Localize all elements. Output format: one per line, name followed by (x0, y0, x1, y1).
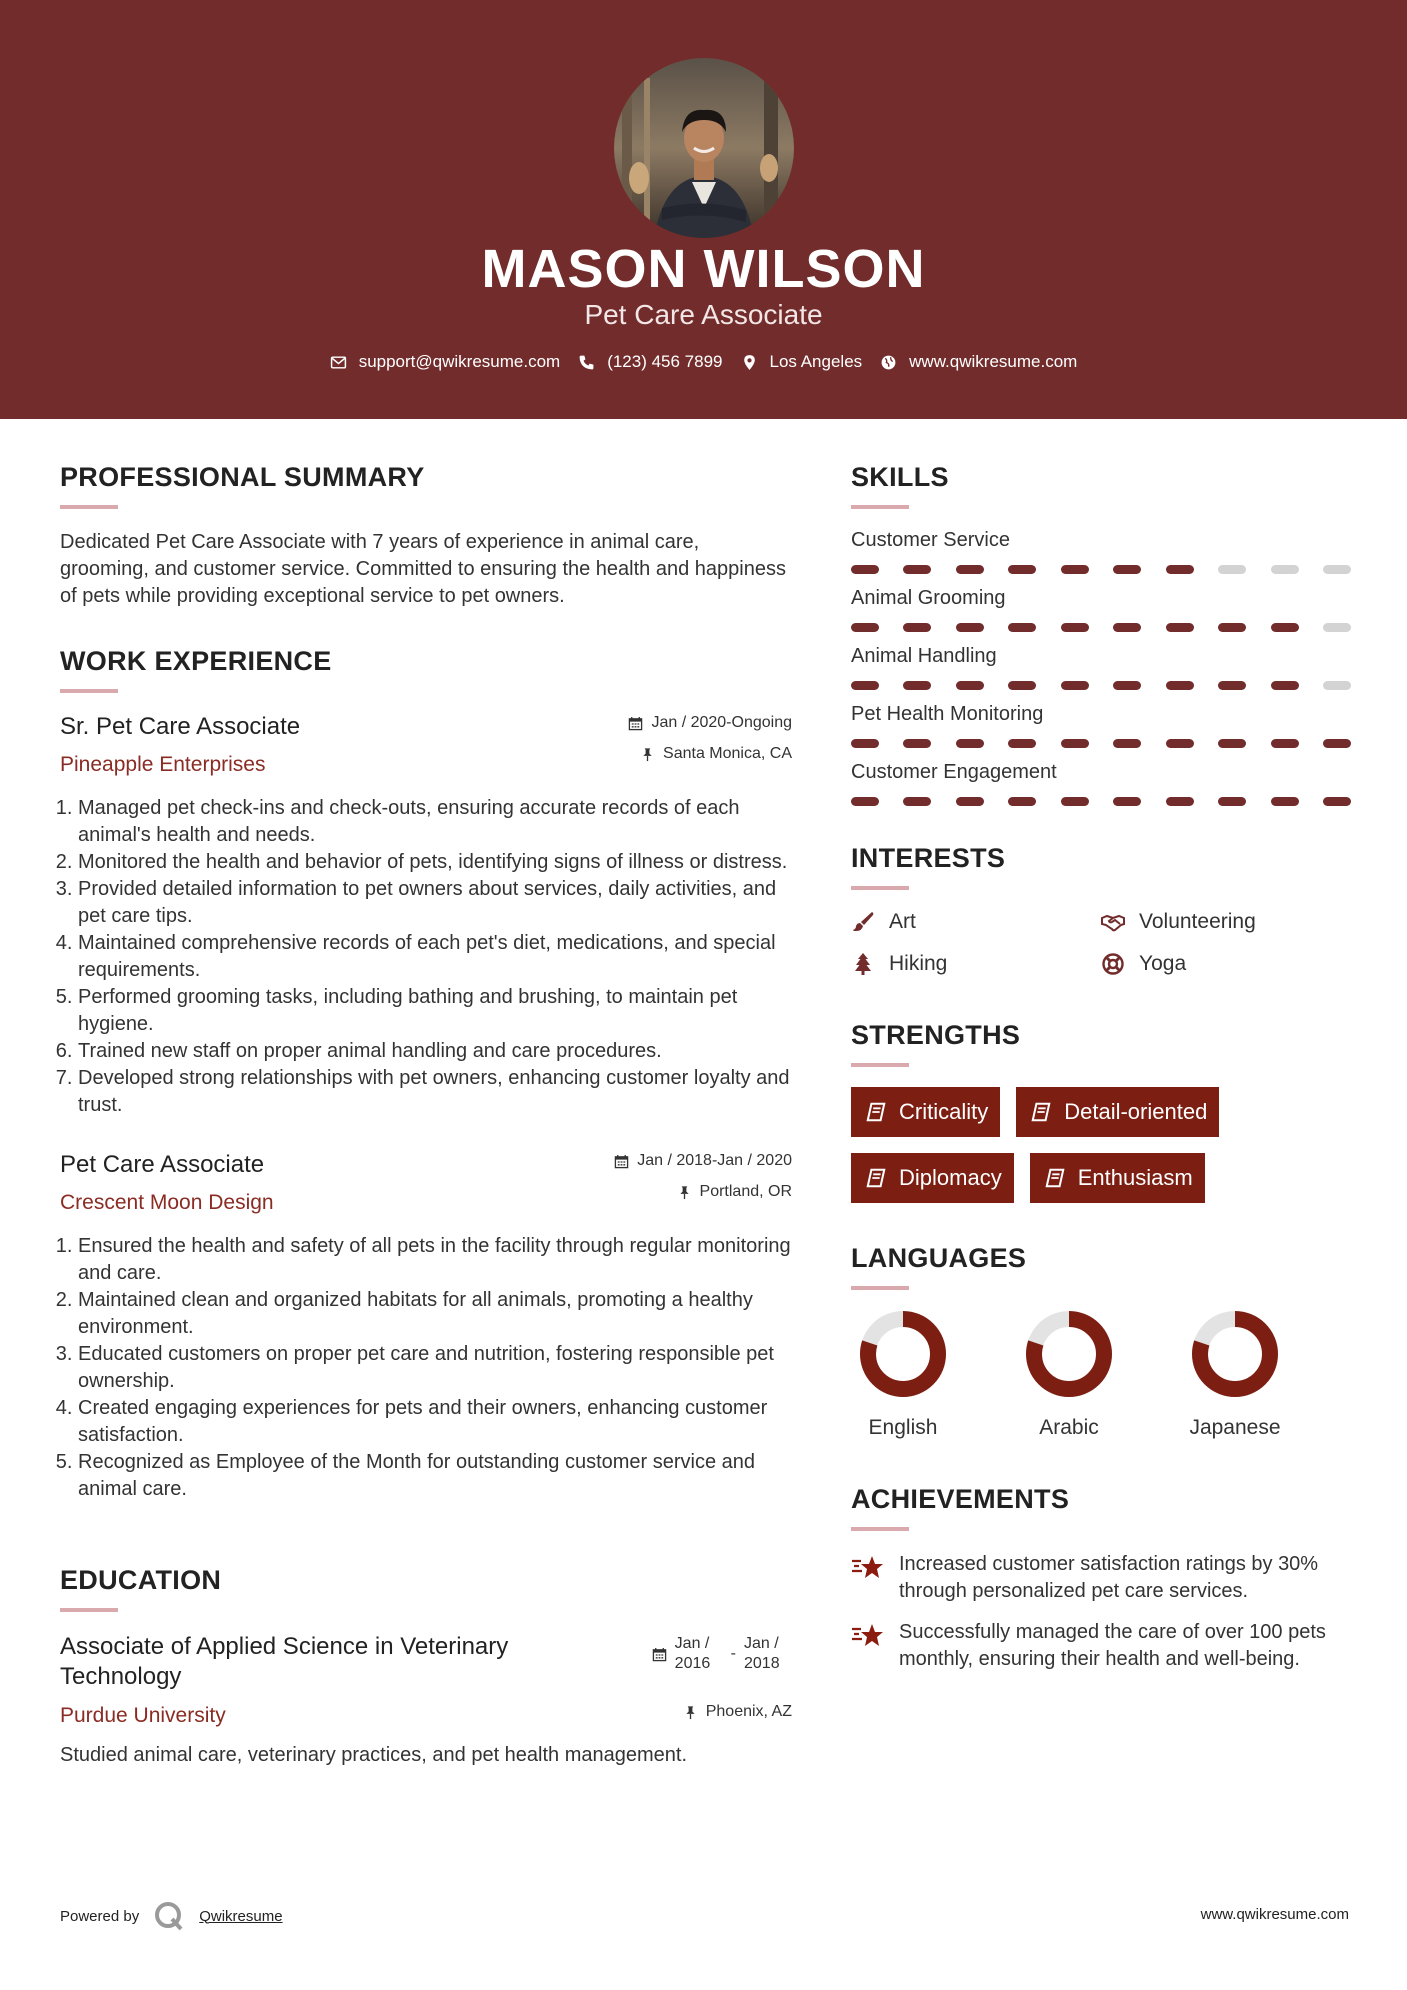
skill-rating (851, 623, 1351, 633)
achievement-text: Increased customer satisfaction ratings by 30% through personalized pet care services. (899, 1553, 1319, 1602)
list-item: 4. Maintained comprehensive records of each pet's diet, medications, and special requirements. (78, 930, 792, 984)
language-donut (859, 1310, 947, 1398)
contact-website[interactable] (880, 352, 1077, 372)
job-company: Pineapple Enterprises (60, 753, 266, 776)
pushpin-icon (640, 747, 655, 762)
contact-phone-text: (123) 456 7899 (607, 352, 723, 371)
rating-dot-filled (1113, 565, 1141, 574)
skill-name: Customer Engagement (851, 761, 1057, 783)
strength-label: Criticality (899, 1099, 989, 1124)
skill-item (851, 587, 1351, 633)
job-dates: Jan / 2020-Ongoing (651, 714, 792, 731)
right-column (851, 462, 1351, 1687)
skill-name: Pet Health Monitoring (851, 703, 1044, 725)
rating-dot-filled (1218, 623, 1246, 632)
rating-dot-filled (903, 565, 931, 574)
rating-dot-filled (1008, 565, 1036, 574)
candidate-name: MASON WILSON (481, 239, 926, 299)
rating-dot-filled (851, 797, 879, 806)
list-item: 1. Managed pet check-ins and check-outs, ensuring accurate records of each animal's health and needs. (78, 795, 792, 849)
interests-list (851, 910, 1351, 976)
skills-list (851, 529, 1351, 807)
strengths-title: STRENGTHS (851, 1020, 1021, 1050)
rating-dot-filled (956, 797, 984, 806)
left-column (60, 462, 792, 1769)
interest-label: Art (889, 910, 916, 933)
rating-dot-filled (1166, 565, 1194, 574)
list-item: 5. Performed grooming tasks, including bathing and brushing, to maintain pet hygiene. (78, 984, 792, 1038)
section-divider (60, 505, 118, 509)
languages-title: LANGUAGES (851, 1243, 1027, 1273)
paintbrush-icon (851, 910, 875, 934)
skill-name: Customer Service (851, 529, 1010, 551)
strength-tag (851, 1153, 1014, 1203)
summary-section (60, 462, 792, 610)
summary-text: Dedicated Pet Care Associate with 7 years of experience in animal care, grooming, and customer service. Committed to ensuring the health and happiness of pets while providing exceptional service to pet owners. (60, 531, 786, 607)
rating-dot-empty (1271, 565, 1299, 574)
pushpin-icon (683, 1705, 698, 1720)
job-meta (628, 713, 792, 775)
list-item: 1. Ensured the health and safety of all pets in the facility through regular monitoring and care. (78, 1233, 792, 1287)
skill-rating (851, 797, 1351, 807)
rating-dot-filled (1323, 739, 1351, 748)
rating-dot-filled (1218, 739, 1246, 748)
skill-rating (851, 681, 1351, 691)
language-name: English (868, 1416, 938, 1439)
rating-dot-filled (1008, 623, 1036, 632)
rating-dot-filled (1218, 681, 1246, 690)
education-section (60, 1565, 792, 1769)
lifebuoy-icon (1101, 952, 1125, 976)
contact-website-text: www.qwikresume.com (909, 352, 1078, 371)
rating-dot-filled (956, 565, 984, 574)
skill-name: Animal Grooming (851, 587, 1006, 609)
contact-email-text: support@qwikresume.com (358, 352, 561, 371)
rating-dot-filled (903, 681, 931, 690)
skill-item (851, 645, 1351, 691)
skill-name: Animal Handling (851, 645, 997, 667)
calendar-icon (614, 1154, 629, 1169)
job-company: Crescent Moon Design (60, 1191, 274, 1214)
list-item: 7. Developed strong relationships with pet owners, enhancing customer loyalty and trust. (78, 1065, 792, 1119)
skills-title: SKILLS (851, 462, 949, 492)
contact-phone[interactable] (578, 352, 722, 372)
rating-dot-empty (1323, 681, 1351, 690)
rating-dot-filled (1113, 623, 1141, 632)
list-item: 3. Educated customers on proper pet care and nutrition, fostering responsible pet ownership. (78, 1341, 792, 1395)
education-meta (652, 1632, 792, 1733)
job-title: Pet Care Associate (60, 1151, 265, 1178)
contact-email[interactable] (330, 352, 561, 372)
achievement-item (851, 1551, 1351, 1605)
strengths-section (851, 1020, 1351, 1203)
skill-item (851, 529, 1351, 575)
summary-title: PROFESSIONAL SUMMARY (60, 462, 425, 492)
list-item: 6. Trained new staff on proper animal handling and care procedures. (78, 1038, 792, 1065)
language-item (1017, 1310, 1121, 1440)
powered-by-label: Powered by (60, 1907, 140, 1925)
skill-item (851, 703, 1351, 749)
rating-dot-filled (1113, 681, 1141, 690)
shooting-star-icon (851, 1621, 885, 1651)
rating-dot-filled (1113, 739, 1141, 748)
rating-dot-filled (903, 797, 931, 806)
book-icon (865, 1167, 887, 1189)
interest-item (1101, 952, 1351, 976)
list-item: 5. Recognized as Employee of the Month for outstanding customer service and animal care. (78, 1449, 792, 1503)
contact-bar (0, 352, 1407, 372)
strength-label: Detail-oriented (1064, 1099, 1208, 1124)
skill-item (851, 761, 1351, 807)
strength-label: Enthusiasm (1077, 1165, 1193, 1190)
job-bullets (60, 1233, 792, 1503)
avatar (614, 58, 794, 238)
rating-dot-filled (1218, 797, 1246, 806)
rating-dot-filled (1008, 681, 1036, 690)
languages-section (851, 1243, 1351, 1440)
globe-icon (880, 354, 897, 371)
job-location: Portland, OR (699, 1183, 792, 1200)
rating-dot-filled (1166, 797, 1194, 806)
handshake-icon (1101, 910, 1125, 934)
rating-dot-empty (1323, 623, 1351, 632)
pushpin-icon (677, 1185, 692, 1200)
interest-item (851, 910, 1101, 934)
strength-tag (1016, 1087, 1219, 1137)
rating-dot-filled (1061, 623, 1089, 632)
interests-title: INTERESTS (851, 843, 1006, 873)
list-item: 2. Monitored the health and behavior of pets, identifying signs of illness or distress. (78, 849, 792, 876)
education-description: Studied animal care, veterinary practices, and pet health management. (60, 1744, 688, 1766)
rating-dot-filled (1271, 797, 1299, 806)
resume-header (0, 0, 1407, 419)
strength-label: Diplomacy (899, 1165, 1002, 1190)
list-item: 2. Maintained clean and organized habitats for all animals, promoting a healthy environment. (78, 1287, 792, 1341)
section-divider (851, 886, 909, 890)
education-title: EDUCATION (60, 1565, 222, 1595)
education-location: Phoenix, AZ (705, 1703, 792, 1720)
job-bullets (60, 795, 792, 1119)
footer-powered-by (60, 1900, 283, 1932)
language-item (851, 1310, 955, 1440)
strengths-list (851, 1087, 1351, 1203)
date-separator: - (730, 1645, 736, 1662)
rating-dot-filled (903, 623, 931, 632)
rating-dot-filled (1271, 739, 1299, 748)
book-icon (865, 1101, 887, 1123)
interest-label: Hiking (889, 952, 948, 975)
achievements-title: ACHIEVEMENTS (851, 1484, 1070, 1514)
rating-dot-filled (1166, 681, 1194, 690)
rating-dot-filled (903, 739, 931, 748)
rating-dot-filled (1061, 797, 1089, 806)
education-entry (60, 1632, 792, 1769)
skill-rating (851, 739, 1351, 749)
rating-dot-filled (1271, 623, 1299, 632)
section-divider (851, 1527, 909, 1531)
contact-location (741, 352, 863, 372)
language-item (1183, 1310, 1287, 1440)
rating-dot-filled (1008, 797, 1036, 806)
rating-dot-filled (1113, 797, 1141, 806)
job-meta (614, 1151, 792, 1213)
job-entry (60, 1151, 792, 1503)
book-icon (1044, 1167, 1066, 1189)
rating-dot-empty (1323, 565, 1351, 574)
section-divider (60, 1608, 118, 1612)
contact-location-text: Los Angeles (769, 352, 863, 371)
book-icon (1030, 1101, 1052, 1123)
rating-dot-filled (956, 681, 984, 690)
interest-item (1101, 910, 1351, 934)
rating-dot-filled (1323, 797, 1351, 806)
rating-dot-filled (956, 623, 984, 632)
experience-section (60, 646, 792, 1503)
job-location: Santa Monica, CA (663, 745, 792, 762)
rating-dot-filled (956, 739, 984, 748)
rating-dot-filled (1271, 681, 1299, 690)
education-start: Jan / 2016 (674, 1635, 711, 1672)
rating-dot-filled (1008, 739, 1036, 748)
skill-rating (851, 565, 1351, 575)
footer-site[interactable]: www.qwikresume.com (1200, 1906, 1349, 1923)
section-divider (851, 1286, 909, 1290)
rating-dot-filled (1061, 681, 1089, 690)
qwikresume-logo-icon (153, 1900, 185, 1932)
section-divider (851, 505, 909, 509)
school-name: Purdue University (60, 1704, 226, 1727)
shooting-star-icon (851, 1553, 885, 1583)
language-name: Japanese (1189, 1416, 1281, 1439)
skills-section (851, 462, 1351, 807)
interest-label: Volunteering (1139, 910, 1256, 933)
languages-list (851, 1310, 1351, 1440)
experience-title: WORK EXPERIENCE (60, 646, 332, 676)
degree-title: Associate of Applied Science in Veterinary Technology (60, 1633, 509, 1690)
strength-tag (851, 1087, 1000, 1137)
list-item: 4. Created engaging experiences for pets and their owners, enhancing customer satisfaction. (78, 1395, 792, 1449)
rating-dot-filled (1166, 623, 1194, 632)
rating-dot-filled (1061, 565, 1089, 574)
achievement-item (851, 1619, 1351, 1673)
achievements-section (851, 1484, 1351, 1673)
language-name: Arabic (1039, 1416, 1099, 1439)
calendar-icon (628, 716, 643, 731)
language-donut (1025, 1310, 1113, 1398)
achievement-text: Successfully managed the care of over 100 pets monthly, ensuring their health and well-being. (899, 1621, 1326, 1670)
rating-dot-filled (1166, 739, 1194, 748)
section-divider (851, 1063, 909, 1067)
section-divider (60, 689, 118, 693)
calendar-icon (652, 1647, 667, 1662)
rating-dot-filled (1061, 739, 1089, 748)
rating-dot-filled (851, 739, 879, 748)
list-item: 3. Provided detailed information to pet owners about services, daily activities, and pet care tips. (78, 876, 792, 930)
strength-tag (1030, 1153, 1205, 1203)
language-donut (1191, 1310, 1279, 1398)
rating-dot-empty (1218, 565, 1246, 574)
rating-dot-filled (851, 681, 879, 690)
qwikresume-link[interactable]: Qwikresume (199, 1907, 283, 1925)
education-end: Jan / 2018 (744, 1635, 780, 1672)
envelope-icon (330, 354, 347, 371)
candidate-role: Pet Care Associate (584, 299, 823, 330)
phone-icon (578, 354, 595, 371)
job-dates: Jan / 2018-Jan / 2020 (637, 1152, 792, 1169)
rating-dot-filled (851, 565, 879, 574)
interest-item (851, 952, 1101, 976)
interest-label: Yoga (1139, 952, 1187, 975)
job-entry (60, 713, 792, 1119)
rating-dot-filled (851, 623, 879, 632)
map-marker-icon (741, 354, 758, 371)
tree-icon (851, 952, 875, 976)
job-title: Sr. Pet Care Associate (60, 713, 301, 740)
interests-section (851, 843, 1351, 976)
